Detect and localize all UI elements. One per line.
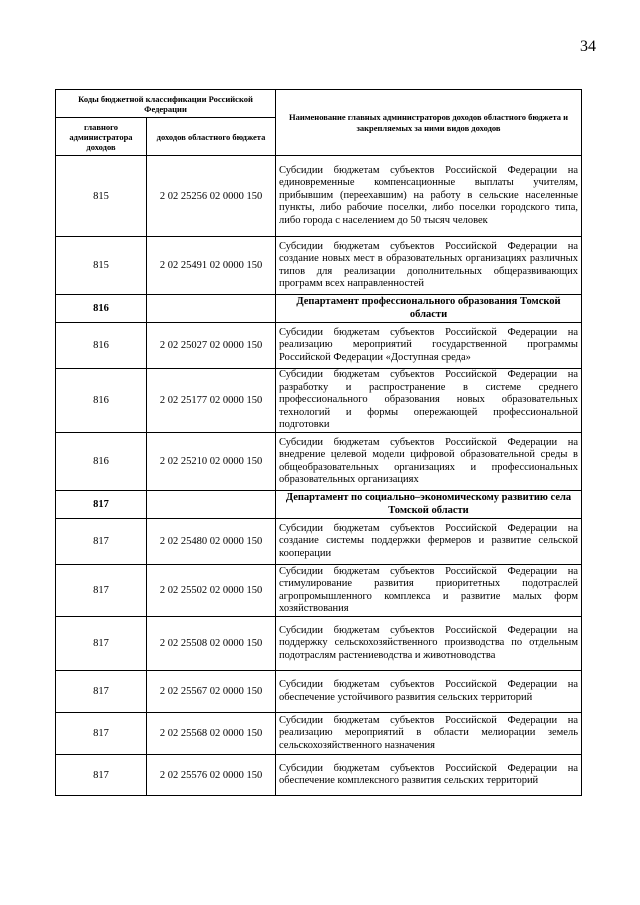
income-code: 2 02 25491 02 0000 150 xyxy=(147,237,276,295)
admin-code: 815 xyxy=(56,237,147,295)
department-row xyxy=(56,295,582,323)
income-code: 2 02 25177 02 0000 150 xyxy=(147,369,276,433)
table-row xyxy=(56,565,582,617)
income-code: 2 02 25508 02 0000 150 xyxy=(147,617,276,671)
table-row xyxy=(56,323,582,369)
header-income-code: доходов областного бюджета xyxy=(147,118,276,156)
page-number: 34 xyxy=(580,38,596,55)
admin-code: 817 xyxy=(56,519,147,565)
income-description: Субсидии бюджетам субъектов Российской Федерации на стимулирование развития приоритетных подотраслей агропромышленного комплекса и развитие малых форм хозяйствования xyxy=(276,565,582,617)
table-row xyxy=(56,713,582,755)
income-code: 2 02 25576 02 0000 150 xyxy=(147,755,276,796)
header-administrator-name: Наименование главных администраторов доходов областного бюджета и закрепляемых за ними видов доходов xyxy=(276,90,582,156)
table-row xyxy=(56,755,582,796)
header-admin-code: главного администратора доходов xyxy=(56,118,147,156)
income-code: 2 02 25210 02 0000 150 xyxy=(147,433,276,491)
budget-classification-table xyxy=(55,89,582,796)
table-row xyxy=(56,671,582,713)
table-row xyxy=(56,369,582,433)
income-description: Субсидии бюджетам субъектов Российской Федерации на реализацию мероприятий государственной программы Российской Федерации «Доступная среда» xyxy=(276,323,582,369)
income-description: Субсидии бюджетам субъектов Российской Федерации на создание новых мест в образовательных организациях различных типов для реализации дополнительных общеразвивающих программ всех направленностей xyxy=(276,237,582,295)
income-description: Субсидии бюджетам субъектов Российской Федерации на обеспечение комплексного развития сельских территорий xyxy=(276,755,582,796)
table-row xyxy=(56,433,582,491)
empty-cell xyxy=(147,295,276,323)
table-row xyxy=(56,156,582,237)
admin-code: 817 xyxy=(56,671,147,713)
income-description: Субсидии бюджетам субъектов Российской Федерации на внедрение целевой модели цифровой образовательной среды в общеобразовательных организациях и профессиональных образовательных организациях xyxy=(276,433,582,491)
admin-code: 817 xyxy=(56,565,147,617)
income-description: Субсидии бюджетам субъектов Российской Федерации на создание системы поддержки фермеров и развитие сельской кооперации xyxy=(276,519,582,565)
income-code: 2 02 25256 02 0000 150 xyxy=(147,156,276,237)
admin-code: 815 xyxy=(56,156,147,237)
income-description: Субсидии бюджетам субъектов Российской Федерации на поддержку сельскохозяйственного производства по отдельным подотраслям растениеводства и животноводства xyxy=(276,617,582,671)
table-row xyxy=(56,237,582,295)
income-code: 2 02 25567 02 0000 150 xyxy=(147,671,276,713)
table-row xyxy=(56,519,582,565)
admin-code: 816 xyxy=(56,433,147,491)
income-description: Субсидии бюджетам субъектов Российской Федерации на реализацию мероприятий в области мелиорации земель сельскохозяйственного назначения xyxy=(276,713,582,755)
income-description: Субсидии бюджетам субъектов Российской Федерации на разработку и распространение в системе среднего профессионального образования новых образовательных технологий и формы опережающей профессиональной подготовки xyxy=(276,369,582,433)
department-name: Департамент по социально–экономическому развитию села Томской области xyxy=(276,491,582,519)
income-description: Субсидии бюджетам субъектов Российской Федерации на обеспечение устойчивого развития сельских территорий xyxy=(276,671,582,713)
header-codes-group: Коды бюджетной классификации Российской Федерации xyxy=(56,90,276,118)
income-code: 2 02 25027 02 0000 150 xyxy=(147,323,276,369)
income-code: 2 02 25502 02 0000 150 xyxy=(147,565,276,617)
income-description: Субсидии бюджетам субъектов Российской Федерации на единовременные компенсационные выплаты учителям, прибывшим (переехавшим) на работу в сельские населенные пункты, либо рабочие поселки, либо поселки городского типа, либо города с населением до 50 тысяч человек xyxy=(276,156,582,237)
income-code: 2 02 25568 02 0000 150 xyxy=(147,713,276,755)
table-body xyxy=(56,156,582,796)
admin-code: 817 xyxy=(56,617,147,671)
empty-cell xyxy=(147,491,276,519)
table-row xyxy=(56,617,582,671)
department-code: 816 xyxy=(56,295,147,323)
department-row xyxy=(56,491,582,519)
income-code: 2 02 25480 02 0000 150 xyxy=(147,519,276,565)
admin-code: 817 xyxy=(56,755,147,796)
department-name: Департамент профессионального образования Томской области xyxy=(276,295,582,323)
admin-code: 816 xyxy=(56,323,147,369)
admin-code: 816 xyxy=(56,369,147,433)
admin-code: 817 xyxy=(56,713,147,755)
department-code: 817 xyxy=(56,491,147,519)
header-row-top xyxy=(56,90,582,118)
